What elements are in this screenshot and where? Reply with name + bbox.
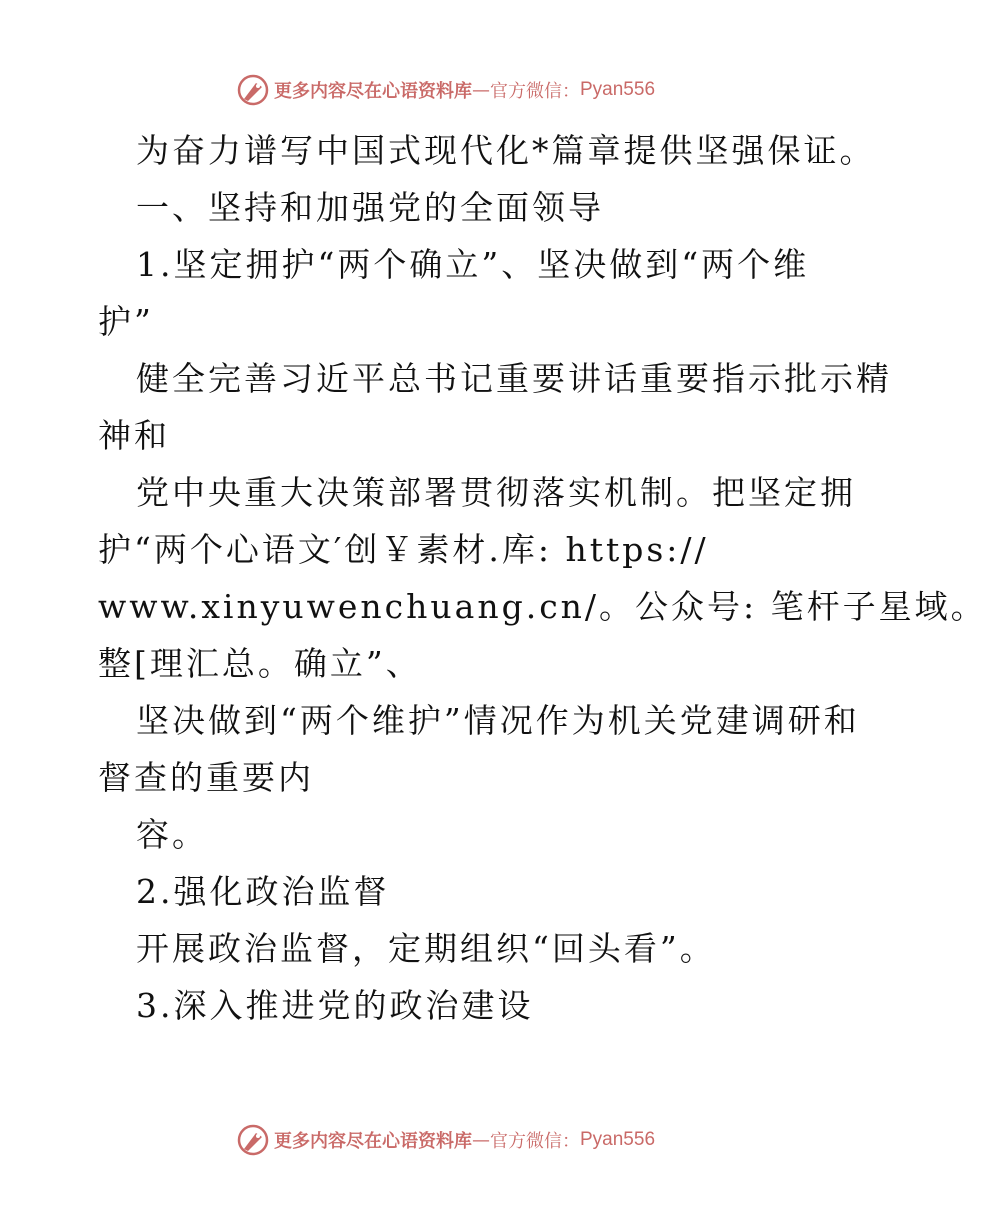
document-body (98, 122, 987, 1034)
pen-nib-logo-icon (236, 73, 270, 107)
banner-title: 更多内容尽在心语资料库 (274, 81, 472, 102)
banner-title: 更多内容尽在心语资料库 (274, 1131, 472, 1152)
subsection-heading: 3.深入推进党的政治建设 (136, 986, 534, 1025)
subsection-heading: 1.坚定拥护“两个确立”、坚决做到“两个维 (136, 245, 810, 284)
text-line: 督查的重要内 (98, 758, 314, 797)
text-line: www.xinyuwenchuang.cn/。公众号: 笔杆子星域。 (98, 587, 987, 626)
text-line: 容。 (136, 815, 208, 854)
text-line: 坚决做到“两个维护”情况作为机关党建调研和 (136, 701, 860, 740)
text-line: 党中央重大决策部署贯彻落实机制。把坚定拥 (136, 473, 856, 512)
footer-banner (236, 1122, 796, 1158)
banner-wechat-label: 官方微信： (490, 1131, 580, 1152)
pen-nib-logo-icon (236, 1123, 270, 1157)
text-line: 护” (98, 302, 154, 341)
banner-dash: — (472, 79, 490, 101)
text-line: 健全完善习近平总书记重要讲话重要指示批示精 (136, 359, 892, 398)
text-line: 神和 (98, 416, 170, 455)
text-line: 开展政治监督，定期组织“回头看”。 (136, 929, 716, 968)
text-line: 护“两个心语文′创￥素材.库: https:// (98, 530, 709, 569)
text-line: 为奋力谱写中国式现代化*篇章提供坚强保证。 (136, 131, 876, 170)
banner-wechat-id: Pyan556 (580, 1129, 656, 1150)
header-banner (236, 72, 796, 108)
section-heading: 一、坚持和加强党的全面领导 (136, 188, 604, 227)
banner-wechat-id: Pyan556 (580, 79, 656, 100)
banner-dash: — (472, 1129, 490, 1151)
subsection-heading: 2.强化政治监督 (136, 872, 390, 911)
banner-wechat-label: 官方微信： (490, 81, 580, 102)
text-line: 整[理汇总。确立”、 (98, 644, 422, 683)
